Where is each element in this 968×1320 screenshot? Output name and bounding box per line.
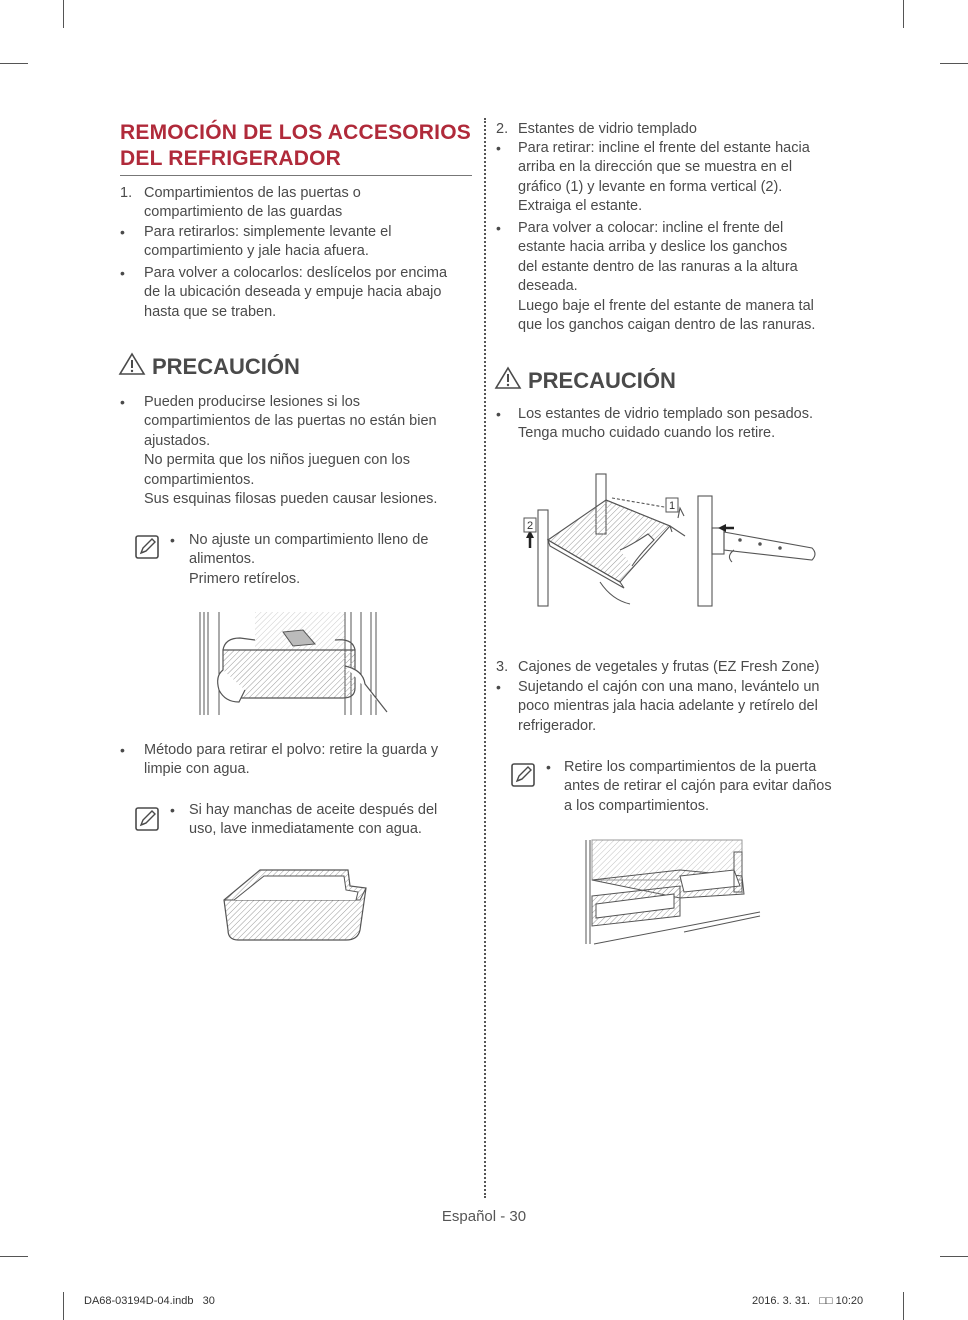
bullet-item bbox=[496, 678, 866, 736]
page-number: Español - 30 bbox=[441, 1208, 527, 1225]
bullet-text: Método para retirar el polvo: retire la guarda y limpie con agua. bbox=[144, 742, 439, 778]
bullet-item bbox=[120, 741, 480, 780]
list-item-1 bbox=[120, 184, 480, 223]
bullet-text: Sujetando el cajón con una mano, levántelo un poco mientras jala hacia adelante y retírelo del refrigerador. bbox=[518, 679, 820, 734]
list-item-text: Estantes de vidrio templado bbox=[518, 121, 697, 137]
note-pencil-icon bbox=[134, 806, 160, 832]
list-number: 3. bbox=[496, 659, 509, 675]
bullet-text: Para volver a colocar: incline el frente del estante hacia arriba y deslice los ganchos del estante dentro de las ranuras a la altura deseada. Luego baje el frente del estante de manera tal que los ganchos caigan dentro de las ranuras. bbox=[518, 220, 816, 334]
bullet-item bbox=[496, 139, 856, 217]
note-text: Si hay manchas de aceite después del uso, lave inmediatamente con agua. bbox=[189, 802, 438, 838]
caution-title: PRECAUCIÓN bbox=[528, 368, 676, 393]
crop-mark bbox=[903, 0, 904, 28]
list-number: 1. bbox=[120, 185, 133, 201]
warning-triangle-icon bbox=[494, 366, 522, 390]
bullet: • bbox=[496, 679, 501, 695]
crop-mark bbox=[903, 1292, 904, 1320]
bullet: • bbox=[546, 759, 551, 775]
door-bin-removal-illustration bbox=[195, 610, 395, 720]
bullet-text: Para retirar: incline el frente del estante hacia arriba en la dirección que se muestra en el gráfico (1) y levante en forma vertical (2). Extraiga el estante. bbox=[518, 140, 810, 215]
warning-triangle-icon bbox=[118, 352, 146, 376]
note-pencil-icon bbox=[134, 534, 160, 560]
callout-label-2: 2 bbox=[526, 520, 534, 532]
section-title-line1: REMOCIÓN DE LOS ACCESORIOS bbox=[120, 121, 471, 144]
bullet: • bbox=[170, 532, 175, 548]
crop-mark bbox=[0, 63, 28, 64]
note-item bbox=[546, 758, 866, 816]
bullet-text: Los estantes de vidrio templado son pesados. Tenga mucho cuidado cuando los retire. bbox=[518, 406, 814, 442]
bullet-text: Para volver a colocarlos: deslícelos por encima de la ubicación deseada y empuje hacia abajo hasta que se traben. bbox=[144, 265, 448, 320]
crop-mark bbox=[0, 1256, 28, 1257]
caution-heading bbox=[118, 352, 300, 380]
footer-file-info: DA68-03194D-04.indb 30 bbox=[84, 1295, 215, 1307]
list-item-2 bbox=[496, 120, 856, 139]
list-item-text: Compartimientos de las puertas o compartimiento de las guardas bbox=[144, 185, 361, 221]
crop-mark bbox=[63, 0, 64, 28]
caution-title: PRECAUCIÓN bbox=[152, 354, 300, 379]
column-divider bbox=[484, 118, 486, 1198]
list-number: 2. bbox=[496, 121, 509, 137]
bullet-item bbox=[496, 219, 856, 335]
bullet: • bbox=[120, 742, 125, 758]
caution-heading bbox=[494, 366, 676, 394]
title-rule bbox=[120, 175, 472, 176]
door-bin-illustration bbox=[220, 866, 370, 946]
crop-mark bbox=[63, 1292, 64, 1320]
note-text: Retire los compartimientos de la puerta antes de retirar el cajón para evitar daños a los compartimientos. bbox=[564, 759, 832, 814]
section-title bbox=[120, 120, 480, 172]
bullet: • bbox=[120, 224, 125, 240]
bullet: • bbox=[496, 220, 501, 236]
list-item-3 bbox=[496, 658, 866, 677]
crop-mark bbox=[940, 63, 968, 64]
caution-bullet bbox=[496, 405, 856, 444]
note-item bbox=[170, 531, 480, 589]
bullet-text: Pueden producirse lesiones si los compartimientos de las puertas no están bien ajustados. No permita que los niños jueguen con los compartimientos. Sus esquinas filosas pueden causar lesiones. bbox=[144, 394, 438, 508]
list-item-text: Cajones de vegetales y frutas (EZ Fresh Zone) bbox=[518, 659, 820, 675]
bullet-item bbox=[120, 223, 480, 262]
bullet: • bbox=[170, 802, 175, 818]
caution-bullet bbox=[120, 393, 480, 509]
note-item bbox=[170, 801, 480, 840]
bullet: • bbox=[496, 406, 501, 422]
footer-timestamp: 2016. 3. 31. □□ 10:20 bbox=[752, 1295, 864, 1307]
section-title-line2: DEL REFRIGERADOR bbox=[120, 147, 341, 170]
bullet-text: Para retirarlos: simplemente levante el compartimiento y jale hacia afuera. bbox=[144, 224, 392, 260]
vegetable-drawer-illustration bbox=[584, 836, 764, 946]
crop-mark bbox=[940, 1256, 968, 1257]
bullet: • bbox=[120, 394, 125, 410]
note-pencil-icon bbox=[510, 762, 536, 788]
callout-label-1: 1 bbox=[668, 500, 676, 512]
note-text: No ajuste un compartimiento lleno de alimentos. Primero retírelos. bbox=[189, 532, 429, 587]
bullet: • bbox=[496, 140, 501, 156]
bullet: • bbox=[120, 265, 125, 281]
glass-shelf-illustration bbox=[520, 470, 820, 610]
bullet-item bbox=[120, 264, 480, 322]
